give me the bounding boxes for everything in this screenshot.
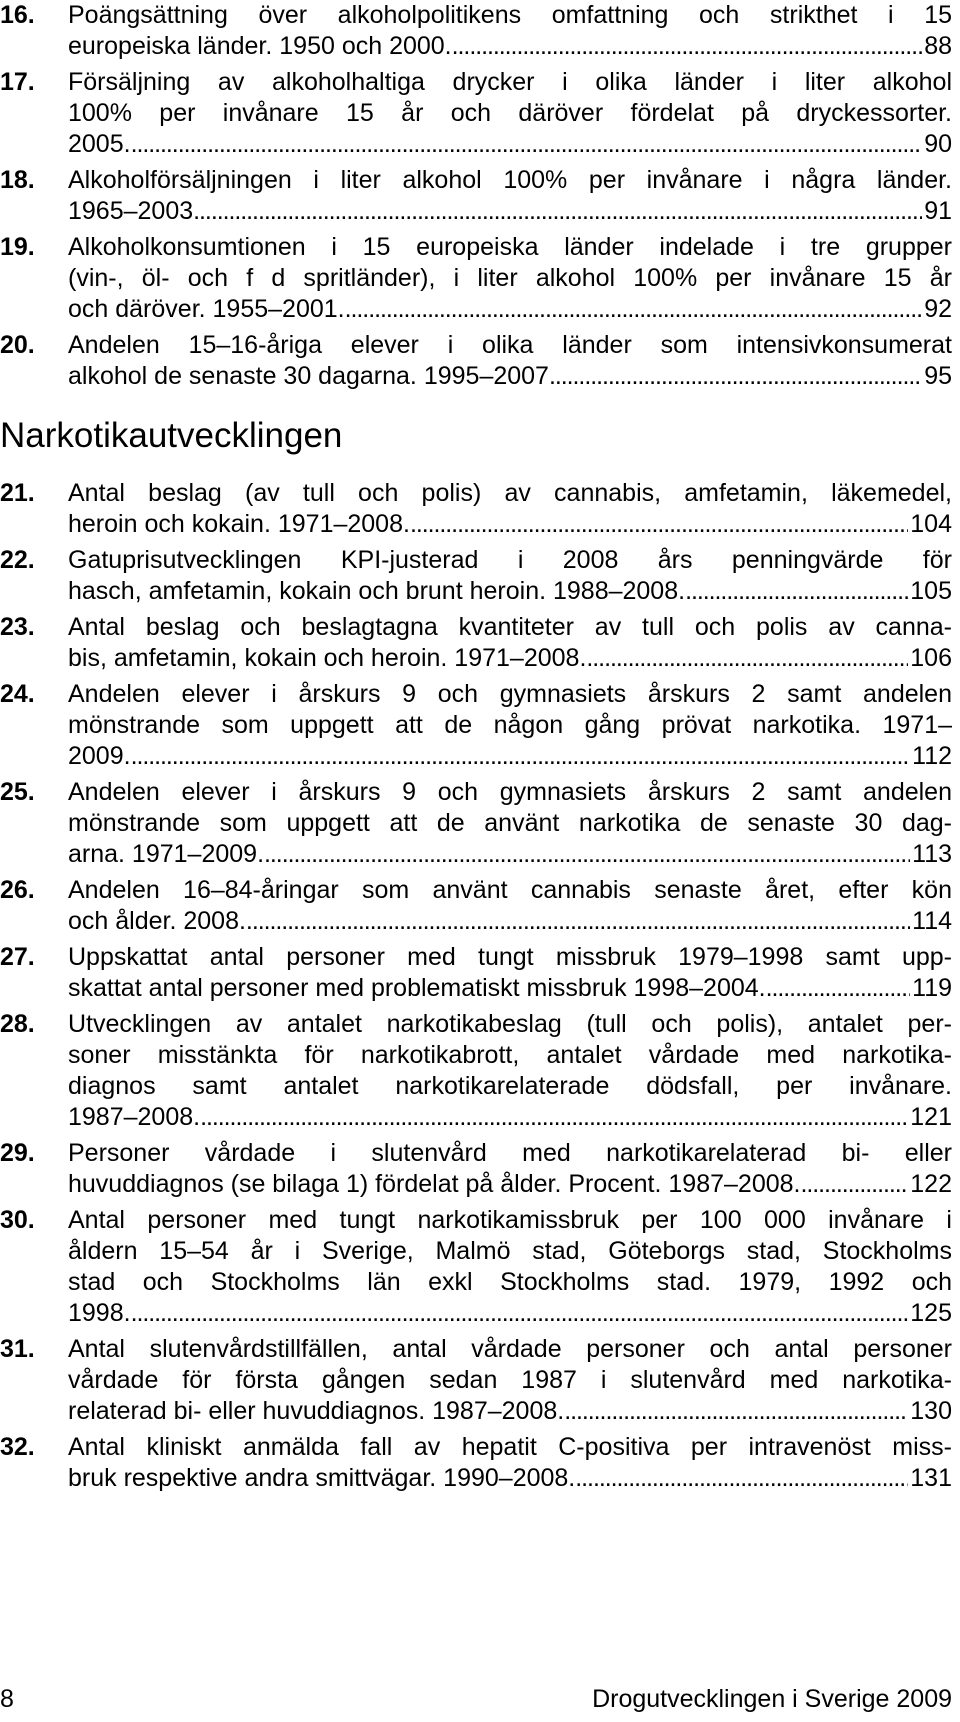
entry-last-line [68, 294, 952, 325]
entry-body [68, 612, 952, 674]
entry-body [68, 165, 952, 227]
entry-last-text: bis, amfetamin, kokain och heroin. 1971–2008. [68, 644, 587, 672]
entry-last-text: alkohol de senaste 30 dagarna. 1995–2007 [68, 362, 549, 390]
section-heading: Narkotikautvecklingen [0, 416, 343, 455]
entry-last-line [68, 643, 952, 674]
entry-lines [68, 1138, 952, 1169]
entry-number: 30. [0, 1206, 35, 1234]
entry-last-line [68, 839, 952, 870]
entry-last-text: europeiska länder. 1950 och 2000. [68, 32, 452, 60]
entry-line: Andelen 16–84-åringar som använt cannabis senaste året, efter kön [68, 876, 952, 904]
entry-body [68, 232, 952, 325]
entry-page-number: 121 [910, 1103, 952, 1131]
toc-entry [0, 875, 952, 937]
entry-number: 27. [0, 943, 35, 971]
dot-leader [246, 906, 910, 937]
toc-entry [0, 679, 952, 772]
entry-last-line [68, 576, 952, 607]
toc-entry [0, 942, 952, 1004]
entry-last-line [68, 906, 952, 937]
toc-entry [0, 165, 952, 227]
entry-last-line [68, 741, 952, 772]
entry-line: Uppskattat antal personer med tungt missbruk 1979–1998 samt upp- [68, 943, 952, 971]
entry-page-number: 105 [910, 577, 952, 605]
entry-line: Antal kliniskt anmälda fall av hepatit C-positiva per intravenöst miss- [68, 1433, 952, 1461]
entry-body [68, 942, 952, 1004]
entry-lines [68, 330, 952, 361]
entry-lines [68, 232, 952, 294]
entry-line: Alkoholförsäljningen i liter alkohol 100% per invånare i några länder. [68, 166, 952, 194]
entry-last-text: 1998. [68, 1299, 131, 1327]
entry-number: 31. [0, 1335, 35, 1363]
toc-entry [0, 1009, 952, 1133]
page-number: 8 [0, 1685, 14, 1713]
entry-line: åldern 15–54 år i Sverige, Malmö stad, Göteborgs stad, Stockholms [68, 1237, 952, 1265]
entry-lines [68, 1205, 952, 1298]
toc-entry [0, 67, 952, 160]
entry-number: 22. [0, 546, 35, 574]
entry-lines [68, 0, 952, 31]
entry-body [68, 545, 952, 607]
entry-line: (vin-, öl- och f d spritländer), i liter alkohol 100% per invånare 15 år [68, 264, 952, 292]
entry-line: Antal beslag och beslagtagna kvantiteter av tull och polis av canna- [68, 613, 952, 641]
entry-line: Försäljning av alkoholhaltiga drycker i olika länder i liter alkohol [68, 68, 952, 96]
entry-page-number: 114 [912, 907, 952, 935]
entry-body [68, 1334, 952, 1427]
entry-body [68, 875, 952, 937]
entry-page-number: 130 [910, 1397, 952, 1425]
entry-lines [68, 777, 952, 839]
entry-number: 23. [0, 613, 35, 641]
entry-number: 26. [0, 876, 35, 904]
toc-entry [0, 777, 952, 870]
entry-number: 21. [0, 479, 35, 507]
entry-page-number: 125 [910, 1299, 952, 1327]
entry-page-number: 112 [912, 742, 952, 770]
entry-number: 18. [0, 166, 35, 194]
entry-lines [68, 612, 952, 643]
entry-last-text: skattat antal personer med problematiskt missbruk 1998–2004. [68, 974, 766, 1002]
toc-entry [0, 1205, 952, 1329]
entry-last-line [68, 196, 952, 227]
entry-line: soner misstänkta för narkotikabrott, antalet vårdade med narkotika- [68, 1041, 952, 1069]
publication-title: Drogutvecklingen i Sverige 2009 [592, 1685, 952, 1713]
entry-number: 17. [0, 68, 35, 96]
dot-leader [452, 31, 923, 62]
dot-leader [575, 1463, 908, 1494]
entry-line: Poängsättning över alkoholpolitikens omfattning och strikthet i 15 [68, 1, 952, 29]
entry-last-line [68, 1396, 952, 1427]
entry-lines [68, 478, 952, 509]
entry-lines [68, 67, 952, 129]
entry-last-line [68, 1102, 952, 1133]
dot-leader [766, 973, 911, 1004]
entry-body [68, 1009, 952, 1133]
entry-number: 24. [0, 680, 35, 708]
entry-page-number: 113 [912, 840, 952, 868]
dot-leader [193, 196, 922, 227]
entry-line: Gatuprisutvecklingen KPI-justerad i 2008 års penningvärde för [68, 546, 952, 574]
page-footer [0, 1684, 952, 1714]
entry-number: 16. [0, 1, 35, 29]
entry-body [68, 679, 952, 772]
entry-lines [68, 1009, 952, 1102]
toc-entry [0, 1432, 952, 1494]
entry-last-text: 2009. [68, 742, 131, 770]
dot-leader [564, 1396, 908, 1427]
entry-body [68, 0, 952, 62]
entry-lines [68, 165, 952, 196]
entry-line: Andelen 15–16-åriga elever i olika länder som intensivkonsumerat [68, 331, 952, 359]
entry-page-number: 95 [924, 362, 952, 390]
dot-leader [131, 1298, 909, 1329]
entry-number: 32. [0, 1433, 35, 1461]
entry-number: 29. [0, 1139, 35, 1167]
entry-lines [68, 1432, 952, 1463]
dot-leader [264, 839, 910, 870]
entry-last-line [68, 31, 952, 62]
entry-body [68, 478, 952, 540]
entry-last-line [68, 973, 952, 1004]
entry-line: vårdade för första gången sedan 1987 i slutenvård med narkotika- [68, 1366, 952, 1394]
entry-last-text: 2005. [68, 130, 131, 158]
entry-last-line [68, 129, 952, 160]
entry-body [68, 1432, 952, 1494]
entry-last-line [68, 361, 952, 392]
dot-leader [586, 643, 908, 674]
entry-last-text: arna. 1971–2009. [68, 840, 265, 868]
entry-lines [68, 942, 952, 973]
dot-leader [345, 294, 923, 325]
dot-leader [685, 576, 908, 607]
entry-last-text: bruk respektive andra smittvägar. 1990–2008. [68, 1464, 576, 1492]
entry-lines [68, 679, 952, 741]
entry-body [68, 330, 952, 392]
entry-last-text: hasch, amfetamin, kokain och brunt heroin. 1988–2008. [68, 577, 686, 605]
entry-lines [68, 1334, 952, 1396]
entry-line: 100% per invånare 15 år och däröver fördelat på dryckessorter. [68, 99, 952, 127]
entry-last-line [68, 1463, 952, 1494]
entry-page-number: 131 [910, 1464, 952, 1492]
entry-page-number: 104 [910, 510, 952, 538]
dot-leader [131, 741, 911, 772]
entry-body [68, 1205, 952, 1329]
entry-page-number: 119 [912, 974, 952, 1002]
toc-entry [0, 1334, 952, 1427]
entry-line: Personer vårdade i slutenvård med narkotikarelaterad bi- eller [68, 1139, 952, 1167]
entry-last-text: heroin och kokain. 1971–2008. [68, 510, 410, 538]
entry-line: Andelen elever i årskurs 9 och gymnasiets årskurs 2 samt andelen [68, 680, 952, 708]
toc-entry [0, 612, 952, 674]
entry-page-number: 106 [910, 644, 952, 672]
entry-body [68, 1138, 952, 1200]
entry-line: Alkoholkonsumtionen i 15 europeiska länder indelade i tre grupper [68, 233, 952, 261]
entry-line: Antal slutenvårdstillfällen, antal vårdade personer och antal personer [68, 1335, 952, 1363]
entry-lines [68, 875, 952, 906]
entry-line: mönstrande som uppgett att de någon gång prövat narkotika. 1971– [68, 711, 952, 739]
entry-last-text: 1965–2003 [68, 197, 194, 225]
entry-number: 20. [0, 331, 35, 359]
toc-entry [0, 0, 952, 62]
entry-line: mönstrande som uppgett att de använt narkotika de senaste 30 dag- [68, 809, 952, 837]
entry-number: 25. [0, 778, 35, 806]
entry-page-number: 90 [924, 130, 952, 158]
entry-last-text: relaterad bi- eller huvuddiagnos. 1987–2008. [68, 1397, 565, 1425]
entry-page-number: 91 [924, 197, 952, 225]
entry-number: 19. [0, 233, 35, 261]
entry-line: diagnos samt antalet narkotikarelaterade dödsfall, per invånare. [68, 1072, 952, 1100]
entry-line: Utvecklingen av antalet narkotikabeslag (tull och polis), antalet per- [68, 1010, 952, 1038]
entry-line: Andelen elever i årskurs 9 och gymnasiets årskurs 2 samt andelen [68, 778, 952, 806]
dot-leader [410, 509, 908, 540]
entry-line: stad och Stockholms län exkl Stockholms stad. 1979, 1992 och [68, 1268, 952, 1296]
entry-last-line [68, 509, 952, 540]
toc-entry [0, 330, 952, 392]
entry-body [68, 67, 952, 160]
entry-last-text: 1987–2008. [68, 1103, 201, 1131]
entry-last-line [68, 1298, 952, 1329]
entry-number: 28. [0, 1010, 35, 1038]
entry-page-number: 92 [924, 295, 952, 323]
drug-figure-list [0, 478, 952, 1494]
dot-leader [200, 1102, 908, 1133]
entry-lines [68, 545, 952, 576]
toc-entry [0, 1138, 952, 1200]
entry-last-line [68, 1169, 952, 1200]
entry-last-text: och ålder. 2008. [68, 907, 246, 935]
entry-line: Antal beslag (av tull och polis) av cannabis, amfetamin, läkemedel, [68, 479, 952, 507]
dot-leader [800, 1169, 908, 1200]
toc-entry [0, 478, 952, 540]
entry-last-text: huvuddiagnos (se bilaga 1) fördelat på ålder. Procent. 1987–2008. [68, 1170, 801, 1198]
alcohol-figure-list [0, 0, 952, 392]
dot-leader [131, 129, 923, 160]
entry-body [68, 777, 952, 870]
toc-entry [0, 545, 952, 607]
dot-leader [549, 361, 922, 392]
entry-page-number: 88 [924, 32, 952, 60]
entry-last-text: och däröver. 1955–2001. [68, 295, 345, 323]
entry-line: Antal personer med tungt narkotikamissbruk per 100 000 invånare i [68, 1206, 952, 1234]
entry-page-number: 122 [910, 1170, 952, 1198]
toc-entry [0, 232, 952, 325]
